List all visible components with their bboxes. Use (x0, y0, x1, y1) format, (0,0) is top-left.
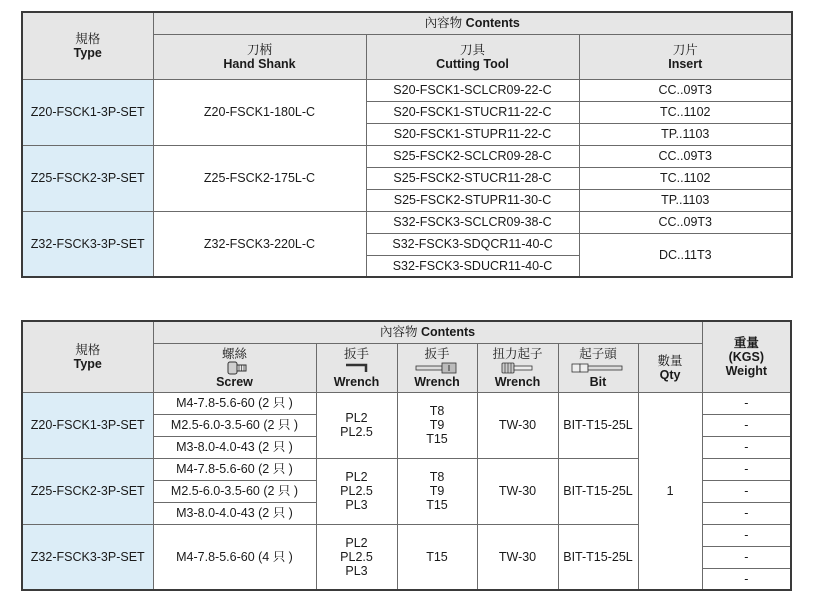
type-cell: Z32-FSCK3-3P-SET (22, 211, 153, 277)
col-cn: 起子頭 (579, 346, 617, 361)
tool-cell: S25-FSCK2-STUPR11-30-C (366, 189, 579, 211)
tool-cell: S25-FSCK2-SCLCR09-28-C (366, 145, 579, 167)
contents-header (153, 321, 702, 343)
type-header-cn: 規格 (75, 342, 101, 357)
wrench-cell (316, 392, 397, 458)
col-en: Wrench (494, 374, 541, 389)
weight-cell: - (702, 568, 791, 590)
hex-wrench-header (316, 343, 397, 392)
wrench-value: PL3 (345, 563, 368, 578)
wrench-value: PL3 (345, 498, 368, 512)
tool-cell: S20-FSCK1-SCLCR09-22-C (366, 79, 579, 101)
qty-cell: 1 (638, 392, 702, 590)
col-cn: 刀柄 (246, 42, 272, 57)
wrench-value: PL2.5 (340, 425, 373, 439)
insert-cell: TP..1103 (579, 189, 792, 211)
torx-value: T9 (429, 418, 445, 432)
bit-header (558, 343, 638, 392)
col-cn: 扳手 (424, 346, 450, 361)
torque-screwdriver-header (477, 343, 558, 392)
torx-value: T8 (429, 470, 445, 484)
weight-header-cn: 重量 (733, 335, 759, 350)
insert-header (579, 34, 792, 79)
screw-cell: M2.5-6.0-3.5-60 (2 只 ) (153, 480, 316, 502)
hand-shank-header (153, 34, 366, 79)
cutting-tool-header (366, 34, 579, 79)
qty-header-en: Qty (659, 367, 681, 382)
torque-screwdriver-icon (498, 361, 538, 375)
torx-value: T15 (426, 432, 448, 446)
bit-cell: BIT-T15-25L (558, 458, 638, 524)
wrench-value: PL2 (345, 411, 368, 425)
col-cn: 螺絲 (221, 346, 247, 361)
weight-header (702, 321, 791, 392)
table-row (22, 79, 792, 101)
tool-cell: S20-FSCK1-STUCR11-22-C (366, 101, 579, 123)
tool-cell: S32-FSCK3-SCLCR09-38-C (366, 211, 579, 233)
torx-value: T15 (426, 498, 448, 512)
wrench-cell (316, 458, 397, 524)
torque-cell: TW-30 (477, 524, 558, 590)
screw-cell: M3-8.0-4.0-43 (2 只 ) (153, 502, 316, 524)
insert-cell: CC..09T3 (579, 211, 792, 233)
contents-header (153, 12, 792, 34)
torque-cell: TW-30 (477, 392, 558, 458)
torx-cell (397, 458, 477, 524)
torx-cell: T15 (397, 524, 477, 590)
screw-header (153, 343, 316, 392)
insert-cell: CC..09T3 (579, 145, 792, 167)
tool-cell: S25-FSCK2-STUCR11-28-C (366, 167, 579, 189)
screw-cell: M4-7.8-5.6-60 (4 只 ) (153, 524, 316, 590)
col-en: Wrench (414, 374, 460, 389)
col-cn: 刀片 (672, 42, 698, 57)
qty-header-cn: 數量 (657, 353, 683, 368)
col-en: Screw (216, 374, 253, 389)
torx-wrench-header (397, 343, 477, 392)
shank-cell: Z25-FSCK2-175L-C (153, 145, 366, 211)
col-en: Wrench (333, 374, 380, 389)
col-en: Bit (589, 374, 607, 389)
col-cn: 刀具 (459, 42, 485, 57)
wrench-cell (316, 524, 397, 590)
table-row (22, 145, 792, 167)
weight-cell: - (702, 502, 791, 524)
insert-cell: DC..11T3 (579, 233, 792, 277)
insert-cell: CC..09T3 (579, 79, 792, 101)
weight-cell: - (702, 546, 791, 568)
table-row (22, 392, 791, 414)
weight-cell: - (702, 480, 791, 502)
weight-cell: - (702, 392, 791, 414)
wrench-value: PL2.5 (340, 484, 373, 498)
wrench-value: PL2 (345, 470, 368, 484)
weight-cell: - (702, 414, 791, 436)
col-cn: 扳手 (343, 346, 369, 361)
weight-cell: - (702, 458, 791, 480)
torque-cell: TW-30 (477, 458, 558, 524)
screw-icon (220, 361, 250, 375)
insert-cell: TC..1102 (579, 167, 792, 189)
hex-wrench-icon (342, 361, 372, 375)
shank-cell: Z32-FSCK3-220L-C (153, 211, 366, 277)
insert-cell: TC..1102 (579, 101, 792, 123)
col-en: Insert (668, 56, 703, 71)
type-cell: Z25-FSCK2-3P-SET (22, 458, 153, 524)
type-header-cn: 規格 (75, 31, 101, 46)
insert-cell: TP..1103 (579, 123, 792, 145)
contents-header-cn: 內容物 (424, 16, 463, 31)
shank-cell: Z20-FSCK1-180L-C (153, 79, 366, 145)
type-cell: Z20-FSCK1-3P-SET (22, 79, 153, 145)
torx-cell (397, 392, 477, 458)
type-header (22, 12, 153, 79)
type-header (22, 321, 153, 392)
weight-header-en: Weight (725, 363, 768, 378)
tool-cell: S20-FSCK1-STUPR11-22-C (366, 123, 579, 145)
bit-cell: BIT-T15-25L (558, 392, 638, 458)
wrench-value: PL2.5 (340, 549, 373, 564)
qty-header (638, 343, 702, 392)
weight-header-unit: (KGS) (728, 349, 765, 364)
type-header-en: Type (73, 356, 102, 371)
screw-cell: M3-8.0-4.0-43 (2 只 ) (153, 436, 316, 458)
weight-cell: - (702, 524, 791, 546)
torx-value: T9 (429, 484, 445, 498)
type-cell: Z32-FSCK3-3P-SET (22, 524, 153, 590)
bit-cell: BIT-T15-25L (558, 524, 638, 590)
torx-wrench-icon (414, 361, 460, 375)
table-row (22, 211, 792, 233)
torx-value: T8 (429, 404, 445, 418)
type-header-en: Type (73, 45, 102, 60)
screw-cell: M4-7.8-5.6-60 (2 只 ) (153, 458, 316, 480)
contents-header-en: Contents (420, 325, 476, 340)
weight-cell: - (702, 436, 791, 458)
tool-cell: S32-FSCK3-SDUCR11-40-C (366, 255, 579, 277)
wrench-value: PL2 (345, 535, 368, 550)
tool-cell: S32-FSCK3-SDQCR11-40-C (366, 233, 579, 255)
contents-table-tools (21, 11, 793, 278)
screw-cell: M4-7.8-5.6-60 (2 只 ) (153, 392, 316, 414)
contents-header-en: Contents (465, 16, 520, 31)
type-cell: Z20-FSCK1-3P-SET (22, 392, 153, 458)
col-en: Cutting Tool (436, 56, 509, 71)
type-cell: Z25-FSCK2-3P-SET (22, 145, 153, 211)
col-cn: 扭力起子 (492, 346, 543, 361)
contents-header-cn: 內容物 (379, 325, 418, 340)
screw-cell: M2.5-6.0-3.5-60 (2 只 ) (153, 414, 316, 436)
contents-table-accessories (21, 320, 792, 591)
bit-icon (568, 361, 628, 375)
col-en: Hand Shank (223, 56, 296, 71)
